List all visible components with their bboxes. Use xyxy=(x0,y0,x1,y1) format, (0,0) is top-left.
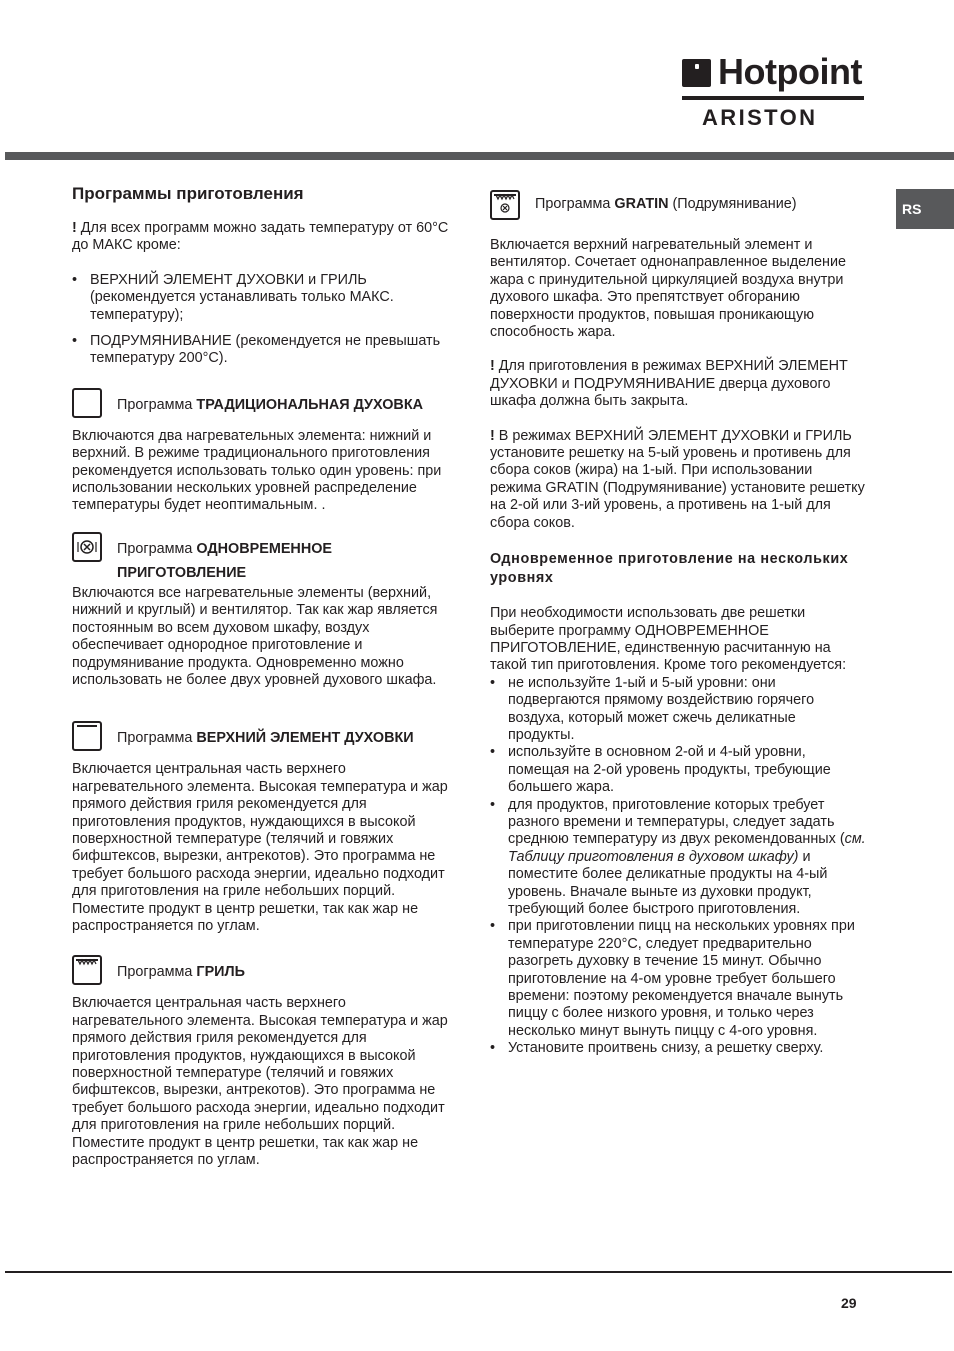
list-item: • ВЕРХНИЙ ЭЛЕМЕНТ ДУХОВКИ и ГРИЛЬ (рекомендуется устанавливать только МАКС. температуру); xyxy=(72,272,452,324)
program-title: Программа ВЕРХНИЙ ЭЛЕМЕНТ ДУХОВКИ xyxy=(117,730,414,747)
conventional-oven-icon xyxy=(72,388,102,418)
hotpoint-ariston-logo xyxy=(682,51,864,130)
page-title: Программы приготовления xyxy=(72,184,304,203)
page-number: 29 xyxy=(841,1295,857,1311)
brand-name: Hotpoint xyxy=(718,51,862,92)
program-title: Программа ОДНОВРЕМЕННОЕ ПРИГОТОВЛЕНИЕ xyxy=(117,540,332,581)
program-description: Включаются два нагревательных элемента: нижний и верхний. В режиме традиционального приготовления рекомендуется использовать только один уровень: при использовании нескольких уровней распределение температуры будет неоптимальным. . xyxy=(72,427,442,514)
program-header-grill xyxy=(72,955,452,987)
intro-text: Для всех программ можно задать температуру от 60°С до МАКС кроме: xyxy=(72,220,449,254)
header-bar xyxy=(5,152,954,160)
fan-multicooking-icon xyxy=(72,532,102,562)
multi-intro: При необходимости использовать две решетки выберите программу ОДНОВРЕМЕННОЕ ПРИГОТОВЛЕНИЕ, единственную расчитанную на такой тип приготовления. Кроме того рекомендуется: xyxy=(490,605,847,674)
program-title: Программа ГРИЛЬ xyxy=(117,964,245,981)
grill-icon xyxy=(72,955,102,985)
list-item: • для продуктов, приготовление которых требует разного времени и температуры, следует задать среднюю температуру из двух рекомендованных (см. Таблицу приготовления в духовом шкафу) и поместите более деликатные продукты на 4-ый уровень. Вначале выньте из духовки продукт, требующий более быстрого приготовления. xyxy=(490,797,866,919)
list-item: • используйте в основном 2-ой и 4-ый уровни, помещая на 2-ой уровень продукты, требующие большего жара. xyxy=(490,744,866,796)
program-title: Программа GRATIN (Подрумянивание) xyxy=(535,196,797,212)
right-column xyxy=(490,190,866,1058)
intro-note xyxy=(72,220,452,255)
warning-mark: ! xyxy=(490,358,495,375)
program-header-gratin xyxy=(490,190,866,222)
list-item: • ПОДРУМЯНИВАНИЕ (рекомендуется не превышать температуру 200°С). xyxy=(72,333,452,368)
program-title: Программа ТРАДИЦИОНАЛЬНАЯ ДУХОВКА xyxy=(117,396,423,413)
language-tab: RS xyxy=(896,189,954,229)
warning-shelf-levels: ! В режимах ВЕРХНИЙ ЭЛЕМЕНТ ДУХОВКИ и ГРИЛЬ установите решетку на 5-ый уровень и противень для сбора соков (жира) на 1-ый. При использовании режима GRATIN (Подрумянивание) установите решетку на 2-ой или 3-ий уровень, а противень на 1-ый для сбора соков. xyxy=(490,427,865,531)
program-description: Включается центральная часть верхнего нагревательного элемента. Высокая температура и жар прямого действия гриля рекомендуется для приготовления продуктов, нуждающихся в высокой поверхностной температуре (телячий и говяжих бифштексов, вырезки, антрекотов). Это программа не требует большого расхода энергии, идеально подходит для приготовления на гриле небольших порций. Поместите продукт в центр решетки, так как жар не распространяется по углам. xyxy=(72,761,448,934)
brand-sub: ARISTON xyxy=(702,105,818,130)
program-header-multicooking xyxy=(72,532,452,585)
warning-mark: ! xyxy=(72,220,77,236)
logo-mark xyxy=(682,59,711,87)
list-item: • Установите проитвень снизу, а решетку сверху. xyxy=(490,1040,866,1057)
program-header-top-element xyxy=(72,721,452,753)
left-column xyxy=(72,184,452,1169)
footer-rule xyxy=(5,1271,952,1273)
gratin-icon xyxy=(490,190,520,220)
logo-divider xyxy=(682,96,864,100)
program-description: Включается центральная часть верхнего нагревательного элемента. Высокая температура и жар прямого действия гриля рекомендуется для приготовления продуктов, нуждающихся в высокой поверхностной температуре (телячий и говяжих бифштексов, вырезки, антрекотов). Это программа не требует большого расхода энергии, идеально подходит для приготовления на гриле небольших порций. Поместите продукт в центр решетки, так как жар не распространяется по углам. xyxy=(72,995,448,1169)
section-subtitle: Одновременное приготовление на нескольких уровнях xyxy=(490,551,849,587)
program-description: Включается верхний нагревательный элемент и вентилятор. Сочетает однонаправленное выделение жара с принудительной циркуляцией воздуха внутри духового шкафа. Это препятствует обгоранию поверхности продуктов, повышая проникающую способность жара. xyxy=(490,237,847,341)
program-header-conventional xyxy=(72,388,452,420)
program-description: Включаются все нагревательные элементы (верхний, нижний и круглый) и вентилятор. Так как жар является постоянным во всем духовом шкафу, воздух обеспечивает однородное приготовление и подрумянивание продукта. Одновременно можно использовать не более двух уровней духового шкафа. xyxy=(72,584,438,688)
top-element-icon xyxy=(72,721,102,751)
list-item: • не используйте 1-ый и 5-ый уровни: они подвергаются прямому воздействию горячего воздуха, который может сжечь деликатные продукты. xyxy=(490,675,866,745)
warning-mark: ! xyxy=(490,427,495,444)
warning-closed-door: ! Для приготовления в режимах ВЕРХНИЙ ЭЛЕМЕНТ ДУХОВКИ и ПОДРУМЯНИВАНИЕ дверца духового шкафа должна быть закрыта. xyxy=(490,358,848,410)
list-item: • при приготовлении пицц на нескольких уровнях при температуре 220°С, следует предварительно разогреть духовку в течение 15 минут. Обычно приготовление на 4-ом уровне требует большего времени: поэтому рекомендуется вначале вынуть пиццу с более низкого уровня, и только через несколько минут вынуть пиццу с 4-ого уровня. xyxy=(490,918,866,1040)
